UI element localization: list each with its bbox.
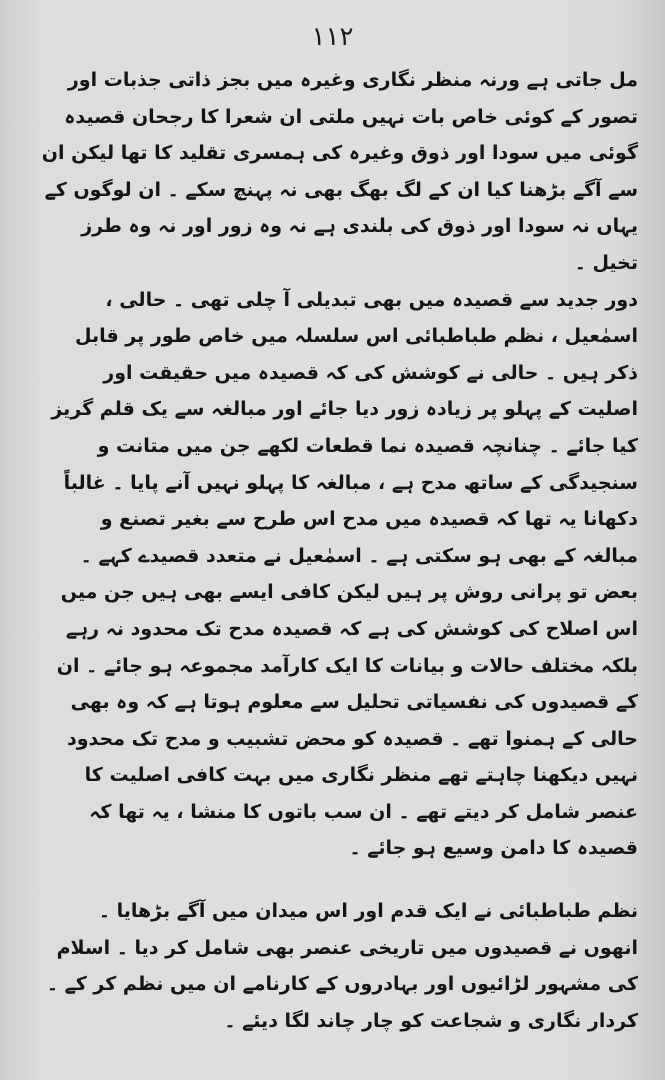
page-number: ۱۱۲ xyxy=(311,22,354,52)
page-body xyxy=(40,62,638,1039)
paragraph-1: مل جاتی ہے ورنہ منظر نگاری وغیرہ میں بجز ذاتی جذبات اور تصور کے کوئی خاص بات نہیں ملتی ان شعرا کا رجحان قصیدہ گوئی میں سودا اور ذوق وغیرہ کی ہمسری تقلید کا تھا لیکن ان سے آگے بڑھنا کیا ان کے لگ بھگ بھی نہ پہنچ سکے ۔ ان لوگوں کے یہاں نہ سودا اور ذوق کی بلندی ہے نہ وہ زور اور نہ وہ طرز تخیل ۔ xyxy=(41,69,638,274)
paragraph-3: نظم طباطبائی نے ایک قدم اور اس میدان میں آگے بڑھایا ۔ انھوں نے قصیدوں میں تاریخی عنصر بھی شامل کر دیا ۔ اسلام کی مشہور لڑائیوں اور بہادروں کے کارنامے ان میں نظم کر کے ۔ کردار نگاری و شجاعت کو چار چاند لگا دیئے ۔ xyxy=(46,900,638,1032)
paragraph-spacer xyxy=(40,867,638,893)
paragraph-2: دور جدید سے قصیدہ میں بھی تبدیلی آ چلی تھی ۔ حالی ، اسمٰعیل ، نظم طباطبائی اس سلسلہ میں خاص طور پر قابل ذکر ہیں ۔ حالی نے کوشش کی کہ قصیدہ میں حقیقت اور اصلیت کے پہلو پر زیادہ زور دیا جائے اور مبالغہ سے یک قلم گریز کیا جائے ۔ چنانچہ قصیدہ نما قطعات لکھے جن میں متانت و سنجیدگی کے ساتھ مدح ہے ، مبالغہ کا پہلو نہیں آنے پایا ۔ غالباً دکھانا یہ تھا کہ قصیدہ میں مدح اس طرح سے بغیر تصنع و مبالغہ کے بھی ہو سکتی ہے ۔ اسمٰعیل نے متعدد قصیدے کہے ۔ بعض تو پرانی روش پر ہیں لیکن کافی ایسے بھی ہیں جن میں اس اصلاح کی کوشش کی ہے کہ قصیدہ مدح تک محدود نہ رہے بلکہ مختلف حالات و بیانات کا ایک کارآمد مجموعہ ہو جائے ۔ ان کے قصیدوں کی نفسیاتی تحلیل سے معلوم ہوتا ہے کہ وہ بھی حالی کے ہمنوا تھے ۔ قصیدہ کو محض تشبیب و مدح تک محدود نہیں دیکھنا چاہتے تھے منظر نگاری میں بہت کافی اصلیت کا عنصر شامل کر دیتے تھے ۔ ان سب باتوں کا منشا ، یہ تھا کہ قصیدہ کا دامن وسیع ہو جائے ۔ xyxy=(51,288,638,860)
